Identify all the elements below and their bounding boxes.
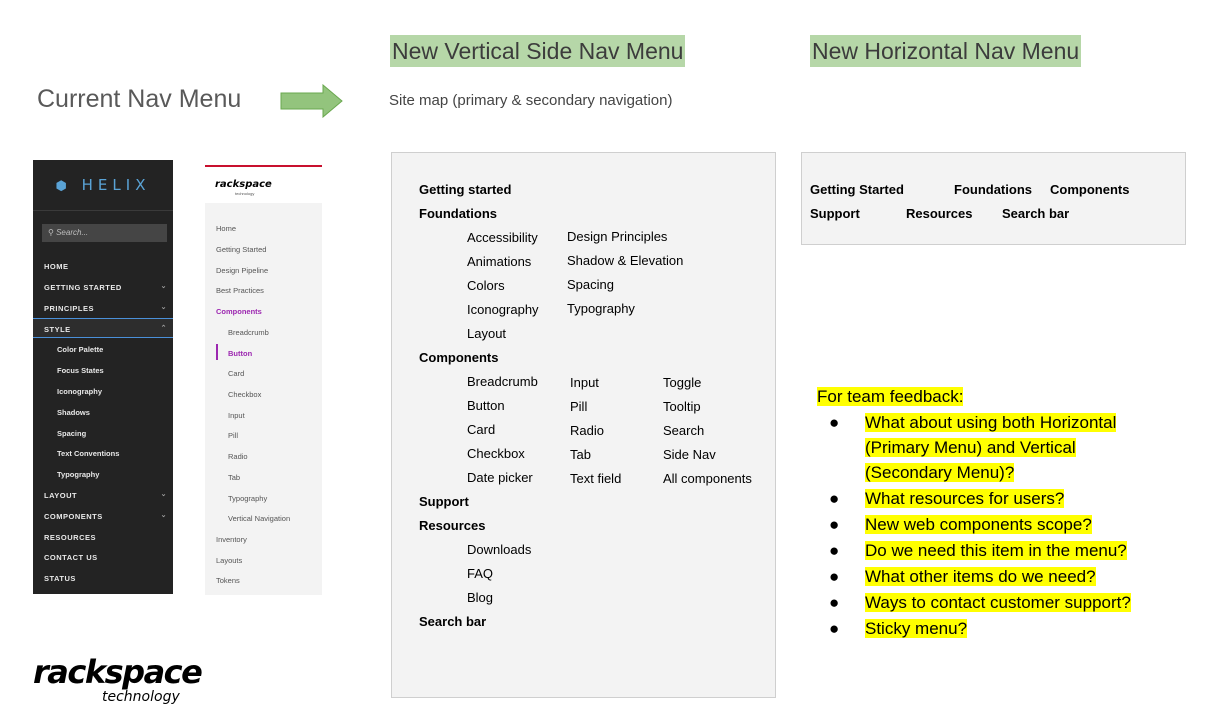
helix-nav-subitem[interactable]: Spacing xyxy=(57,429,87,438)
feedback-bullet-text: (Secondary Menu)? xyxy=(865,463,1015,482)
helix-nav-item[interactable]: CONTACT US xyxy=(44,553,98,562)
divider xyxy=(33,210,173,211)
bullet-dot: ● xyxy=(829,541,840,560)
rackspace-nav-screenshot xyxy=(205,165,322,595)
sitemap-item-secondary: Radio xyxy=(570,423,604,438)
chevron-down-icon: ⌄ xyxy=(160,512,167,519)
rs-nav-subitem[interactable]: Breadcrumb xyxy=(228,328,269,337)
horizontal-menu-item: Search bar xyxy=(1002,206,1070,221)
feedback-bullet-text: What resources for users? xyxy=(865,489,1065,508)
horizontal-menu-item: Getting Started xyxy=(810,182,904,197)
horizontal-menu-item: Components xyxy=(1050,182,1130,197)
sitemap-item-secondary: Shadow & Elevation xyxy=(567,253,684,268)
feedback-bullet-text: Ways to contact customer support? xyxy=(865,593,1131,612)
rs-nav-item[interactable]: Inventory xyxy=(216,535,247,544)
horizontal-menu-heading: New Horizontal Nav Menu xyxy=(810,35,1081,67)
sitemap-item-secondary: Pill xyxy=(570,399,588,414)
sitemap-item-secondary: Tab xyxy=(570,447,591,462)
rs-nav-item[interactable]: Layouts xyxy=(216,556,243,565)
rs-nav-subitem[interactable]: Tab xyxy=(228,473,241,482)
rs-nav-subitem-selected[interactable]: Button xyxy=(228,349,253,358)
rackspace-nav-list xyxy=(205,203,322,595)
helix-logo-icon: ⬢ xyxy=(55,179,72,194)
helix-search-input[interactable]: ⚲ Search... xyxy=(42,224,167,242)
rs-nav-item-expanded[interactable]: Components xyxy=(216,307,262,316)
bullet-dot: ● xyxy=(829,515,840,534)
selection-indicator xyxy=(216,344,218,360)
helix-nav-item[interactable]: STATUS xyxy=(44,574,76,583)
rs-nav-item[interactable]: Tokens xyxy=(216,576,240,585)
rackspace-logo: rackspace xyxy=(215,179,272,190)
sitemap-item-secondary: Typography xyxy=(567,301,635,316)
helix-nav-item[interactable]: COMPONENTS ⌄ xyxy=(44,512,167,521)
rs-nav-subitem[interactable]: Input xyxy=(228,411,245,420)
sitemap-item-secondary: Colors xyxy=(467,278,505,293)
feedback-bullet-text: New web components scope? xyxy=(865,515,1092,534)
feedback-bullet-text: What other items do we need? xyxy=(865,567,1096,586)
rs-nav-subitem[interactable]: Typography xyxy=(228,494,268,503)
sitemap-item-secondary: Iconography xyxy=(467,302,539,317)
sitemap-item-primary: Getting started xyxy=(419,182,512,197)
chevron-down-icon: ⌄ xyxy=(160,491,167,498)
helix-nav-subitem[interactable]: Text Conventions xyxy=(57,449,120,458)
helix-nav-item[interactable]: RESOURCES xyxy=(44,533,97,542)
sitemap-item-secondary: Design Principles xyxy=(567,229,668,244)
rackspace-logo-sub: technology xyxy=(235,191,255,196)
helix-nav-subitem[interactable]: Typography xyxy=(57,470,100,479)
feedback-bullet-text: Sticky menu? xyxy=(865,619,968,638)
bullet-dot: ● xyxy=(829,489,840,508)
bullet-dot: ● xyxy=(829,413,840,432)
horizontal-menu-panel xyxy=(801,152,1186,245)
right-arrow-icon xyxy=(280,84,344,118)
sitemap-subtitle: Site map (primary & secondary navigation) xyxy=(389,92,673,109)
sitemap-item-secondary: All components xyxy=(663,471,752,486)
rs-nav-subitem[interactable]: Vertical Navigation xyxy=(228,514,291,523)
sitemap-item-secondary: Animations xyxy=(467,254,532,269)
rs-nav-item[interactable]: Home xyxy=(216,224,237,233)
chevron-down-icon: ⌄ xyxy=(160,304,167,311)
horizontal-menu-item: Support xyxy=(810,206,860,221)
rackspace-logo-tagline: technology xyxy=(102,689,180,705)
helix-nav-subitem[interactable]: Color Palette xyxy=(57,345,104,354)
sitemap-item-secondary: Downloads xyxy=(467,542,532,557)
sitemap-item-secondary: Layout xyxy=(467,326,507,341)
sitemap-item-secondary: Date picker xyxy=(467,470,533,485)
helix-nav-screenshot xyxy=(33,160,173,594)
bullet-dot: ● xyxy=(829,567,840,586)
bullet-dot: ● xyxy=(829,619,840,638)
sitemap-item-primary: Search bar xyxy=(419,614,487,629)
sitemap-item-secondary: Input xyxy=(570,375,599,390)
sitemap-item-secondary: Button xyxy=(467,398,505,413)
bullet-dot: ● xyxy=(829,593,840,612)
rs-nav-subitem[interactable]: Card xyxy=(228,369,245,378)
sitemap-item-secondary: Side Nav xyxy=(663,447,716,462)
rs-nav-subitem[interactable]: Radio xyxy=(228,452,248,461)
helix-nav-item[interactable]: HOME xyxy=(44,262,69,271)
sitemap-item-secondary: Blog xyxy=(467,590,494,605)
rs-nav-item[interactable]: Design Pipeline xyxy=(216,266,269,275)
sitemap-item-primary: Components xyxy=(419,350,499,365)
feedback-title: For team feedback: xyxy=(817,387,964,406)
chevron-down-icon: ⌄ xyxy=(160,283,167,290)
feedback-bullet-text: Do we need this item in the menu? xyxy=(865,541,1127,560)
helix-nav-item[interactable]: GETTING STARTED ⌄ xyxy=(44,283,167,292)
sitemap-item-secondary: Tooltip xyxy=(663,399,701,414)
sitemap-item-secondary: Search xyxy=(663,423,705,438)
horizontal-menu-item: Foundations xyxy=(954,182,1032,197)
sitemap-item-secondary: Breadcrumb xyxy=(467,374,538,389)
sitemap-item-secondary: Checkbox xyxy=(467,446,525,461)
sitemap-item-secondary: Card xyxy=(467,422,496,437)
rackspace-logo-large: rackspace xyxy=(33,653,202,691)
current-nav-heading: Current Nav Menu xyxy=(37,85,242,113)
rackspace-nav-header xyxy=(205,167,322,203)
feedback-bullet-text: What about using both Horizontal xyxy=(865,413,1117,432)
horizontal-menu-item: Resources xyxy=(906,206,973,221)
helix-nav-subitem[interactable]: Iconography xyxy=(57,387,103,396)
helix-nav-item[interactable]: PRINCIPLES ⌄ xyxy=(44,304,167,313)
rs-nav-item[interactable]: Best Practices xyxy=(216,286,264,295)
rs-nav-subitem[interactable]: Pill xyxy=(228,431,239,440)
sitemap-item-secondary: Toggle xyxy=(663,375,702,390)
helix-nav-item[interactable]: LAYOUT ⌄ xyxy=(44,491,167,500)
sitemap-item-primary: Support xyxy=(419,494,469,509)
sitemap-item-primary: Foundations xyxy=(419,206,497,221)
rs-nav-item[interactable]: Getting Started xyxy=(216,245,267,254)
chevron-up-icon: ⌃ xyxy=(160,325,167,332)
sitemap-item-secondary: Text field xyxy=(570,471,622,486)
sitemap-item-secondary: Spacing xyxy=(567,277,614,292)
vertical-sitemap-panel xyxy=(391,152,776,698)
rs-nav-subitem[interactable]: Checkbox xyxy=(228,390,262,399)
sitemap-item-primary: Resources xyxy=(419,518,486,533)
vertical-menu-heading: New Vertical Side Nav Menu xyxy=(390,35,685,67)
helix-nav-subitem[interactable]: Focus States xyxy=(57,366,104,375)
feedback-bullet-text: (Primary Menu) and Vertical xyxy=(865,438,1076,457)
helix-nav-item-active[interactable]: STYLE ⌃ xyxy=(33,318,173,338)
search-icon: ⚲ xyxy=(48,228,54,237)
sitemap-item-secondary: FAQ xyxy=(467,566,494,581)
sitemap-item-secondary: Accessibility xyxy=(467,230,538,245)
helix-nav-subitem[interactable]: Shadows xyxy=(57,408,90,417)
helix-logo: ⬢ HELIX xyxy=(55,176,151,194)
